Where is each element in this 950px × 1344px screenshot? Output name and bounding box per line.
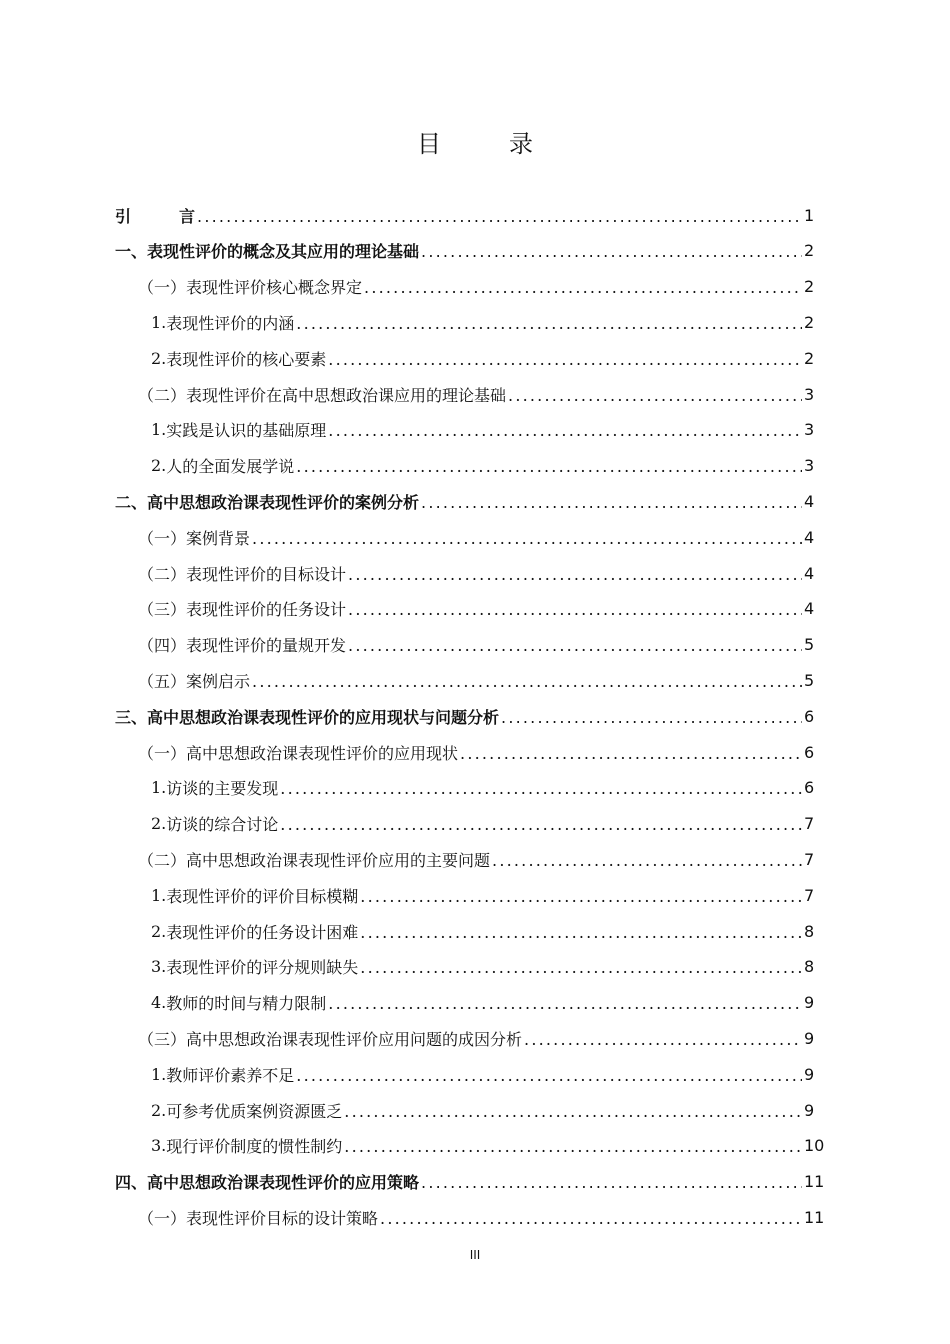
toc-entry-number: 4. <box>151 993 167 1013</box>
toc-entry-page: 9 <box>804 1100 815 1120</box>
toc-dot-leader <box>421 1173 802 1192</box>
toc-entry-number: 1. <box>151 885 167 905</box>
toc-entry-page: 4 <box>804 563 815 583</box>
toc-entry-number: （一） <box>138 1208 187 1228</box>
toc-entry-title: 访谈的综合讨论 <box>166 815 279 835</box>
toc-entry-page: 7 <box>804 849 815 869</box>
toc-entry-number: （三） <box>138 600 187 620</box>
toc-dot-leader <box>280 815 802 834</box>
toc-entry-title: 表现性评价的评价目标模糊 <box>166 886 359 906</box>
toc-entry-number: 2. <box>151 456 167 476</box>
toc-dot-leader <box>328 350 802 369</box>
toc-entry-title: 高中思想政治课表现性评价的案例分析 <box>147 492 420 512</box>
toc-dot-leader <box>280 779 802 798</box>
toc-entry[interactable] <box>138 1199 825 1235</box>
toc-entry-number: 2. <box>151 348 167 368</box>
toc-entry-page: 1 <box>804 205 815 225</box>
toc-dot-leader <box>501 708 802 727</box>
toc-entry-number: 3. <box>151 1136 167 1156</box>
toc-entry[interactable] <box>151 448 814 484</box>
toc-entry-title: 高中思想政治课表现性评价应用问题的成因分析 <box>186 1029 523 1049</box>
toc-entry[interactable] <box>115 233 814 269</box>
toc-entry[interactable] <box>138 376 814 412</box>
toc-entry-title: 表现性评价的量规开发 <box>186 636 347 656</box>
toc-entry-title: 表现性评价目标的设计策略 <box>186 1208 379 1228</box>
toc-entry-number: 1. <box>151 312 167 332</box>
toc-entry-page: 11 <box>804 1207 825 1227</box>
toc-entry-title: 可参考优质案例资源匮乏 <box>166 1101 343 1121</box>
toc-entry-number: （一） <box>138 528 187 548</box>
toc-dot-leader <box>344 1102 802 1121</box>
toc-entry-title: 现行评价制度的惯性制约 <box>166 1137 343 1157</box>
toc-dot-leader <box>296 457 802 476</box>
toc-entry-title: 教师评价素养不足 <box>166 1065 295 1085</box>
toc-dot-leader <box>360 923 802 942</box>
toc-entry-title: 实践是认识的基础原理 <box>166 421 327 441</box>
toc-entry-title: 表现性评价的内涵 <box>166 313 295 333</box>
toc-entry-page: 3 <box>804 420 815 440</box>
toc-entry-number: 三、 <box>115 707 148 727</box>
toc-entry-title: 案例启示 <box>186 671 251 691</box>
toc-entry-page: 7 <box>804 885 815 905</box>
toc-entry-page: 8 <box>804 957 815 977</box>
toc-entry[interactable] <box>151 806 814 842</box>
toc-entry[interactable] <box>115 698 814 734</box>
toc-dot-leader <box>296 314 802 333</box>
toc-entry[interactable] <box>138 1020 814 1056</box>
toc-entry-page: 6 <box>804 778 815 798</box>
toc-entry-page: 4 <box>804 527 815 547</box>
toc-entry[interactable] <box>138 662 814 698</box>
toc-entry[interactable] <box>151 412 814 448</box>
toc-entry-page: 5 <box>804 670 815 690</box>
toc-entry[interactable] <box>138 555 814 591</box>
toc-entry-page: 3 <box>804 456 815 476</box>
toc-entry-page: 9 <box>804 993 815 1013</box>
toc-entry-number: （二） <box>138 385 187 405</box>
toc-dot-leader <box>380 1209 802 1228</box>
toc-entry-number: 一、 <box>115 242 148 262</box>
toc-entry-number: 2. <box>151 921 167 941</box>
toc-dot-leader <box>460 744 802 763</box>
toc-entry-number: （一） <box>138 743 187 763</box>
toc-entry[interactable] <box>151 1056 814 1092</box>
toc-entry-page: 4 <box>804 599 815 619</box>
toc-entry-page: 7 <box>804 814 815 834</box>
toc-entry-page: 2 <box>804 277 815 297</box>
toc-entry-page: 4 <box>804 491 815 511</box>
toc-dot-leader <box>364 278 802 297</box>
toc-dot-leader <box>344 1137 802 1156</box>
toc-entry-title: 表现性评价的评分规则缺失 <box>166 958 359 978</box>
toc-entry-page: 3 <box>804 384 815 404</box>
toc-dot-leader <box>296 1066 802 1085</box>
toc-entry-number: 1. <box>151 420 167 440</box>
toc-dot-leader <box>252 672 802 691</box>
toc-entry-title: 高中思想政治课表现性评价的应用现状与问题分析 <box>147 707 500 727</box>
toc-entry-page: 5 <box>804 635 815 655</box>
toc-dot-leader <box>197 207 802 226</box>
toc-entry-number: （二） <box>138 564 187 584</box>
toc-dot-leader <box>348 565 802 584</box>
toc-entry[interactable] <box>138 591 814 627</box>
toc-dot-leader <box>360 958 802 977</box>
toc-entry[interactable] <box>151 1128 825 1164</box>
toc-entry-page: 9 <box>804 1028 815 1048</box>
toc-entry-title: 案例背景 <box>186 528 251 548</box>
toc-entry-number: （一） <box>138 278 187 298</box>
toc-entry[interactable] <box>151 340 814 376</box>
toc-entry[interactable] <box>151 913 814 949</box>
toc-entry[interactable] <box>115 197 814 233</box>
toc-dot-leader <box>348 636 802 655</box>
toc-entry-title: 教师的时间与精力限制 <box>166 994 327 1014</box>
toc-entry-page: 2 <box>804 348 815 368</box>
toc-dot-leader <box>524 1030 802 1049</box>
toc-entry[interactable] <box>115 483 814 519</box>
toc-entry[interactable] <box>151 304 814 340</box>
toc-entry-number: （五） <box>138 671 187 691</box>
toc-entry[interactable] <box>151 877 814 913</box>
toc-dot-leader <box>421 242 802 261</box>
page-title: 目 录 <box>417 130 555 158</box>
toc-entry-title: 表现性评价的任务设计 <box>186 600 347 620</box>
page-number: III <box>469 1248 481 1262</box>
toc-entry-title: 高中思想政治课表现性评价的应用现状 <box>186 743 459 763</box>
toc-entry-title: 言 <box>179 206 196 226</box>
toc-dot-leader <box>508 386 802 405</box>
toc-entry-number: 引 <box>115 206 180 226</box>
toc-entry-title: 表现性评价的目标设计 <box>186 564 347 584</box>
toc-entry-page: 6 <box>804 742 815 762</box>
toc-entry[interactable] <box>138 841 814 877</box>
toc-entry[interactable] <box>151 770 814 806</box>
toc-entry-number: 3. <box>151 957 167 977</box>
toc-entry-number: 1. <box>151 778 167 798</box>
toc-entry-number: 2. <box>151 814 167 834</box>
toc-entry[interactable] <box>138 627 814 663</box>
toc-entry-title: 高中思想政治课表现性评价的应用策略 <box>147 1173 420 1193</box>
toc-dot-leader <box>492 851 802 870</box>
toc-entry-number: 1. <box>151 1064 167 1084</box>
toc-entry[interactable] <box>138 269 814 305</box>
toc-entry-number: （二） <box>138 850 187 870</box>
toc-entry-page: 8 <box>804 921 815 941</box>
toc-entry[interactable] <box>151 949 814 985</box>
toc-entry-title: 表现性评价的核心要素 <box>166 349 327 369</box>
toc-entry-title: 访谈的主要发现 <box>166 779 279 799</box>
toc-dot-leader <box>348 600 802 619</box>
toc-entry-number: 四、 <box>115 1173 148 1193</box>
toc-entry[interactable] <box>151 1092 814 1128</box>
toc-entry[interactable] <box>115 1164 825 1200</box>
toc-dot-leader <box>328 421 802 440</box>
toc-entry-page: 6 <box>804 706 815 726</box>
toc-entry-title: 表现性评价核心概念界定 <box>186 278 363 298</box>
toc-dot-leader <box>328 994 802 1013</box>
toc-entry-page: 9 <box>804 1064 815 1084</box>
toc-entry-page: 10 <box>804 1136 825 1156</box>
toc-entry-title: 表现性评价在高中思想政治课应用的理论基础 <box>186 385 507 405</box>
toc-entry-number: 2. <box>151 1100 167 1120</box>
toc-entry[interactable] <box>151 985 814 1021</box>
toc-entry-number: 二、 <box>115 492 148 512</box>
toc-entry[interactable] <box>138 519 814 555</box>
toc-dot-leader <box>252 529 802 548</box>
toc-entry-page: 11 <box>804 1172 825 1192</box>
toc-entry-page: 2 <box>804 312 815 332</box>
toc-entry-title: 表现性评价的任务设计困难 <box>166 922 359 942</box>
toc-entry[interactable] <box>138 734 814 770</box>
toc-dot-leader <box>421 493 802 512</box>
toc-entry-title: 高中思想政治课表现性评价应用的主要问题 <box>186 850 491 870</box>
toc-entry-title: 表现性评价的概念及其应用的理论基础 <box>147 242 420 262</box>
toc-entry-page: 2 <box>804 241 815 261</box>
toc-entry-number: （四） <box>138 636 187 656</box>
toc-entry-number: （三） <box>138 1029 187 1049</box>
toc-entry-title: 人的全面发展学说 <box>166 457 295 477</box>
toc-dot-leader <box>360 887 802 906</box>
